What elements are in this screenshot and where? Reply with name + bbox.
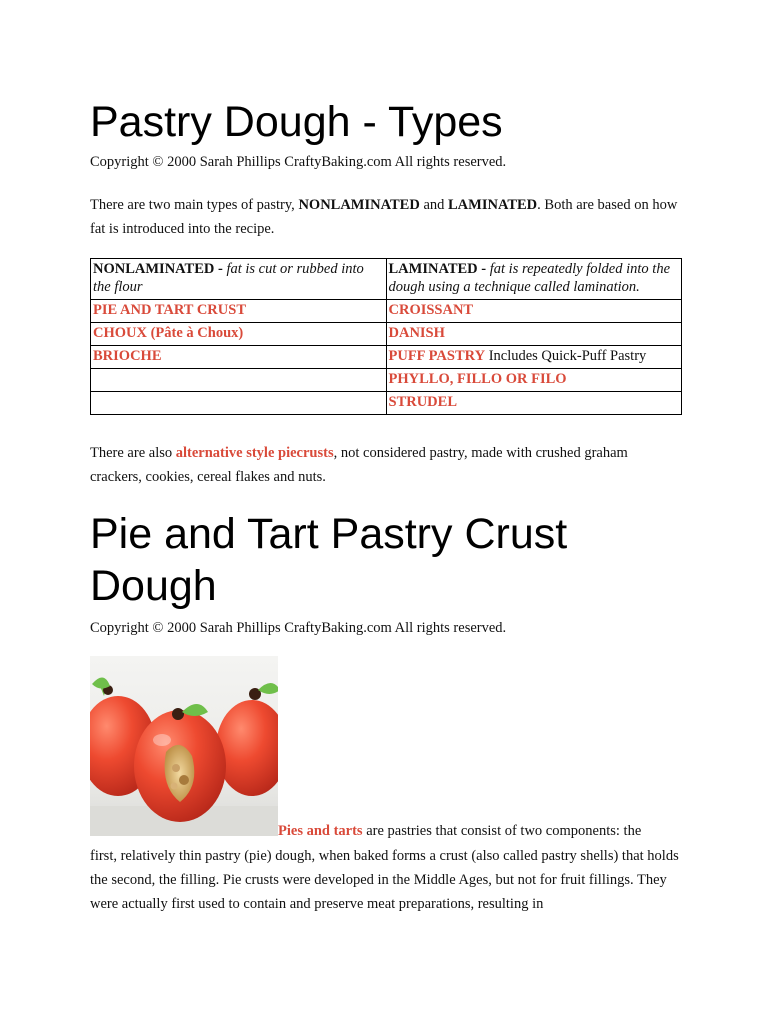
copyright-line-2: Copyright © 2000 Sarah Phillips CraftyBaking.com All rights reserved. [90,620,507,636]
table-cell-right [386,392,682,415]
alt-text-1: There are also [90,445,176,461]
section-title: Pie and Tart Pastry Crust Dough [90,510,568,610]
table-cell-left [91,323,387,346]
apple-pastries-illustration [90,656,278,836]
pies-paragraph-line1 [278,819,688,843]
alternative-paragraph [90,441,682,489]
alt-text-2: , not considered pastry, made with crushed graham crackers, cookies, cereal flakes and nuts. [90,445,628,485]
pastry-link[interactable]: CROISSANT [388,302,474,318]
pastry-link[interactable]: CHOUX (Pâte à Choux) [93,325,244,341]
pies-paragraph-body: first, relatively thin pastry (pie) dough, when baked forms a crust (also called pastry shells) that holds the second, the filling. Pie crusts were developed in the Middle Ages, but not for fruit fillings. They were actually first used to contain and preserve meat preparations, resulting in [90,848,679,912]
pastry-link[interactable]: BRIOCHE [93,348,162,364]
intro-bold-nonlaminated: NONLAMINATED [298,197,420,213]
table-row [91,346,682,369]
intro-bold-laminated: LAMINATED [448,197,538,213]
apple-pastries-photo [90,656,278,836]
intro-paragraph [90,193,682,241]
table-cell-left [91,392,387,415]
table-row [91,392,682,415]
table-cell-right [386,323,682,346]
table-cell-left [91,369,387,392]
intro-text-2: and [419,197,448,213]
page-title: Pastry Dough - Types [90,98,503,146]
pastry-note: Includes Quick-Puff Pastry [485,348,647,364]
copyright-line: Copyright © 2000 Sarah Phillips CraftyBaking.com All rights reserved. [90,154,507,170]
pastry-link[interactable]: DANISH [388,325,445,341]
pastry-link[interactable]: PUFF PASTRY [388,348,486,364]
intro-text-3: . Both are based on how fat is introduced into the recipe. [90,197,678,237]
pastry-types-table [90,258,682,415]
pies-text-line1: are pastries that consist of two components: the [362,823,642,839]
intro-text-1: There are two main types of pastry, [90,197,299,213]
pies-and-tarts-link[interactable]: Pies and tarts [278,823,363,839]
header-nonlaminated: NONLAMINATED - fat is cut or rubbed into the flour [91,259,387,300]
table-row [91,323,682,346]
pastry-link[interactable]: STRUDEL [388,394,457,410]
alternative-piecrusts-link[interactable]: alternative style piecrusts [175,445,334,461]
table-cell-right [386,300,682,323]
table-cell-right [386,369,682,392]
table-cell-right [386,346,682,369]
table-cell-left [91,300,387,323]
table-header-row [91,259,682,300]
pastry-link[interactable]: PHYLLO, FILLO OR FILO [388,371,567,387]
table-row [91,300,682,323]
header-laminated: LAMINATED - fat is repeatedly folded into the dough using a technique called lamination. [386,259,682,300]
table-row [91,369,682,392]
pastry-link[interactable]: PIE AND TART CRUST [93,302,246,318]
table-cell-left [91,346,387,369]
